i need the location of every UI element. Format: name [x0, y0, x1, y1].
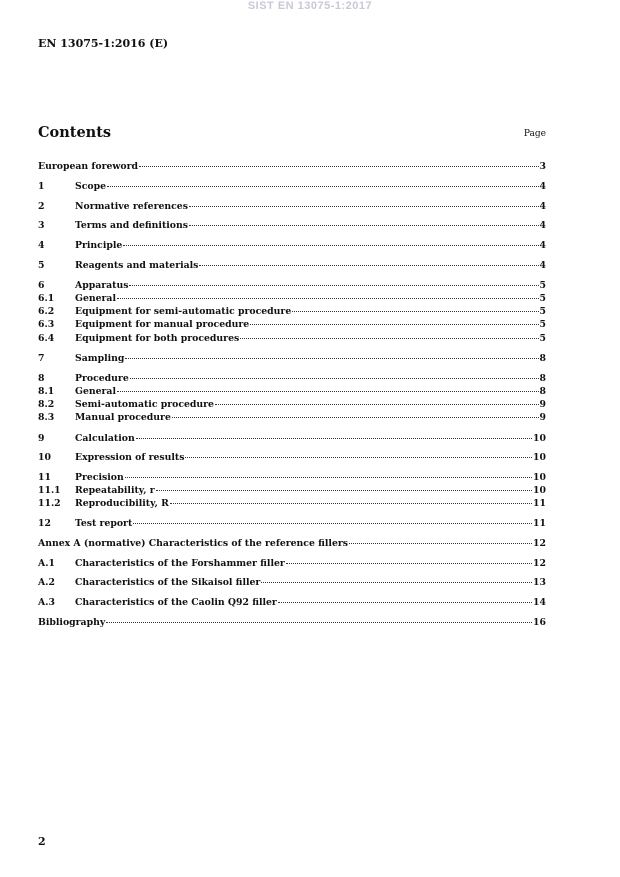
toc-entry-title: Characteristics of the Sikaisol filler: [75, 577, 261, 588]
toc-entry-number: 7: [38, 353, 45, 364]
toc-entry-title: Semi-automatic procedure: [75, 399, 214, 410]
toc-entry-number: 6.3: [38, 319, 55, 330]
toc-entry[interactable]: [38, 408, 546, 421]
toc-entry[interactable]: [38, 554, 546, 567]
toc-entry-title: Characteristics of the Caolin Q92 filler: [75, 597, 277, 608]
toc-entry-page: 4: [539, 220, 546, 231]
toc-entry-page: 12: [533, 558, 546, 569]
toc-entry-title: Reagents and materials: [75, 260, 199, 271]
toc-entry-number: 12: [38, 518, 51, 529]
toc-entry-page: 11: [533, 498, 546, 509]
toc-entry-page: 9: [539, 412, 546, 423]
toc-entry-number: 11.1: [38, 485, 61, 496]
toc-entry-number: 10: [38, 452, 51, 463]
toc-entry-page: 5: [539, 306, 546, 317]
toc-leader-dots: [189, 195, 539, 207]
toc-entry-page: 3: [539, 161, 546, 172]
toc-entry-page: 10: [533, 433, 546, 444]
toc-entry-title: Test report: [75, 518, 133, 529]
toc-entry-title: General: [75, 293, 116, 304]
toc-leader-dots: [292, 300, 538, 312]
toc-entry-number: 1: [38, 181, 45, 192]
toc-entry-number: 9: [38, 433, 45, 444]
toc-leader-dots: [278, 591, 532, 603]
toc-entry-number: 2: [38, 201, 45, 212]
toc-entry-page: 10: [533, 485, 546, 496]
toc-entry[interactable]: [38, 514, 546, 527]
toc-leader-dots: [125, 466, 532, 478]
toc-leader-dots: [240, 327, 538, 339]
toc-entry-number: A.1: [38, 558, 55, 569]
toc-entry-title: European foreword: [38, 161, 138, 172]
toc-entry-title: Expression of results: [75, 452, 185, 463]
toc-leader-dots: [189, 214, 539, 226]
toc-leader-dots: [106, 611, 532, 623]
toc-entry-page: 9: [539, 399, 546, 410]
toc-entry-number: 6.2: [38, 306, 55, 317]
toc-entry-page: 4: [539, 201, 546, 212]
toc-entry-number: 8.3: [38, 412, 55, 423]
toc-entry-page: 4: [539, 240, 546, 251]
toc-entry[interactable]: [38, 157, 546, 170]
toc-leader-dots: [199, 254, 538, 266]
watermark: SIST EN 13075-1:2017: [247, 0, 373, 12]
toc-entry-title: Equipment for semi-automatic procedure: [75, 306, 292, 317]
toc-entry-title: Bibliography: [38, 617, 106, 628]
toc-entry-number: A.2: [38, 577, 55, 588]
toc-entry[interactable]: [38, 216, 546, 229]
toc-entry-title: Equipment for manual procedure: [75, 319, 250, 330]
toc-entry-page: 8: [539, 373, 546, 384]
toc-entry-title: Precision: [75, 472, 124, 483]
toc-leader-dots: [172, 406, 539, 418]
toc-entry-title: Procedure: [75, 373, 129, 384]
document-id: EN 13075-1:2016 (E): [38, 37, 169, 50]
toc-entry-page: 8: [539, 386, 546, 397]
toc-leader-dots: [107, 175, 539, 187]
toc-entry-page: 5: [539, 333, 546, 344]
toc-leader-dots: [123, 234, 538, 246]
toc-entry-page: 4: [539, 181, 546, 192]
toc-entry-page: 5: [539, 319, 546, 330]
toc-entry[interactable]: [38, 593, 546, 606]
toc-entry-title: Calculation: [75, 433, 135, 444]
toc-entry-number: 11: [38, 472, 51, 483]
toc-leader-dots: [117, 380, 539, 392]
toc-entry[interactable]: [38, 349, 546, 362]
toc-leader-dots: [349, 532, 532, 544]
toc-leader-dots: [261, 571, 532, 583]
toc-entry-title: Repeatability, r: [75, 485, 155, 496]
toc-entry-number: A.3: [38, 597, 55, 608]
toc-entry-title: Characteristics of the Forshammer filler: [75, 558, 285, 569]
page-number: 2: [38, 835, 46, 848]
toc-entry-page: 16: [533, 617, 546, 628]
toc-entry[interactable]: [38, 534, 546, 547]
toc-leader-dots: [117, 287, 539, 299]
toc-entry-title: Annex A (normative) Characteristics of the reference fillers: [38, 538, 348, 549]
toc-entry[interactable]: [38, 494, 546, 507]
toc-entry-number: 8: [38, 373, 45, 384]
toc-entry-title: General: [75, 386, 116, 397]
toc-entry-number: 8.1: [38, 386, 55, 397]
toc-leader-dots: [133, 512, 532, 524]
toc-entry[interactable]: [38, 448, 546, 461]
toc-entry-page: 5: [539, 280, 546, 291]
toc-leader-dots: [170, 492, 532, 504]
toc-entry-page: 5: [539, 293, 546, 304]
toc-leader-dots: [130, 367, 539, 379]
contents-title: Contents: [38, 124, 112, 141]
toc-leader-dots: [286, 552, 532, 564]
toc-entry[interactable]: [38, 613, 546, 626]
toc-entry-number: 4: [38, 240, 45, 251]
toc-entry-title: Apparatus: [75, 280, 129, 291]
toc-entry[interactable]: [38, 236, 546, 249]
toc-entry-number: 6.1: [38, 293, 55, 304]
toc-entry[interactable]: [38, 573, 546, 586]
toc-entry[interactable]: [38, 429, 546, 442]
contents-header: [38, 124, 546, 142]
toc-entry-page: 10: [533, 452, 546, 463]
toc-entry-page: 14: [533, 597, 546, 608]
toc-entry-page: 4: [539, 260, 546, 271]
toc-entry[interactable]: [38, 177, 546, 190]
toc-entry-number: 11.2: [38, 498, 61, 509]
toc-entry-page: 10: [533, 472, 546, 483]
toc-entry-title: Equipment for both procedures: [75, 333, 240, 344]
toc-entry-title: Sampling: [75, 353, 125, 364]
toc-entry-page: 12: [533, 538, 546, 549]
toc-leader-dots: [129, 274, 538, 286]
toc-leader-dots: [185, 446, 532, 458]
toc-entry-title: Reproducibility, R: [75, 498, 169, 509]
toc-entry-title: Terms and definitions: [75, 220, 188, 231]
toc-entry-title: Scope: [75, 181, 106, 192]
toc-entry-number: 6.4: [38, 333, 55, 344]
toc-entry-page: 13: [533, 577, 546, 588]
toc-leader-dots: [136, 427, 532, 439]
page-column-label: Page: [523, 129, 546, 139]
toc-leader-dots: [125, 347, 538, 359]
toc-entry-title: Principle: [75, 240, 123, 251]
toc-entry[interactable]: [38, 329, 546, 342]
toc-entry-title: Normative references: [75, 201, 188, 212]
toc-entry-page: 11: [533, 518, 546, 529]
toc-entry[interactable]: [38, 197, 546, 210]
toc-entry-title: Manual procedure: [75, 412, 171, 423]
toc-entry-number: 5: [38, 260, 45, 271]
toc-leader-dots: [156, 479, 532, 491]
toc-entry-page: 8: [539, 353, 546, 364]
toc-entry-number: 3: [38, 220, 45, 231]
toc-entry-number: 8.2: [38, 399, 55, 410]
toc-leader-dots: [250, 313, 538, 325]
toc-leader-dots: [139, 155, 539, 167]
toc-entry[interactable]: [38, 256, 546, 269]
toc-leader-dots: [215, 393, 539, 405]
toc-entry-number: 6: [38, 280, 45, 291]
